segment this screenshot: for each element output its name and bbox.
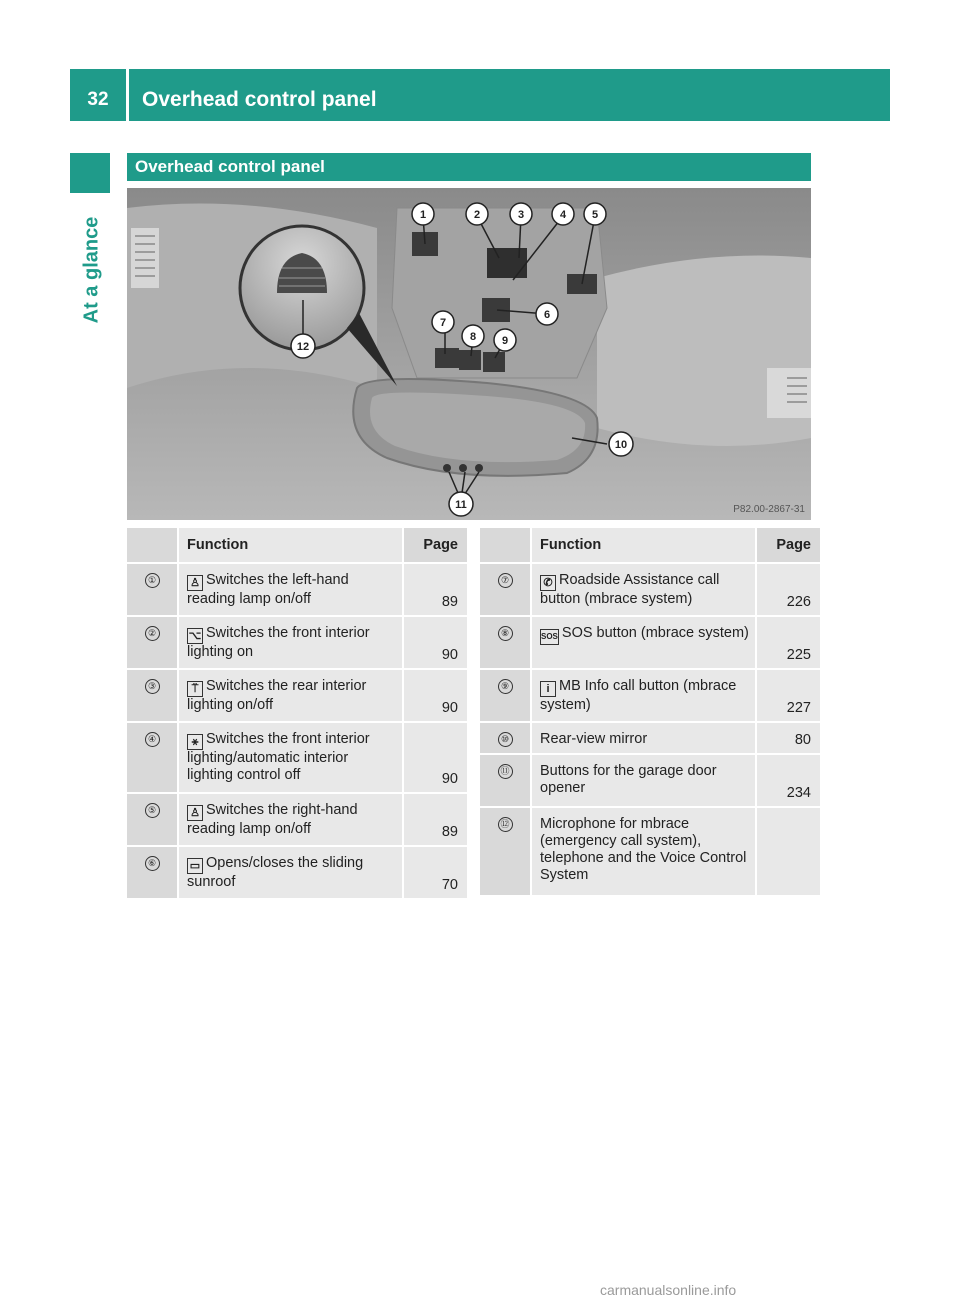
sunroof-icon: ▭ xyxy=(187,858,203,874)
page-ref: 234 xyxy=(756,754,820,807)
item-number: ⑥ xyxy=(145,856,160,871)
table-header xyxy=(127,528,467,563)
page-ref: 70 xyxy=(403,846,467,899)
section-title: Overhead control panel xyxy=(135,157,325,176)
header-page: Page xyxy=(756,528,820,563)
callout-label: 3 xyxy=(517,209,525,221)
page-ref: 80 xyxy=(756,722,820,754)
item-number: ⑧ xyxy=(498,626,513,641)
sos-icon: SOS xyxy=(540,629,559,645)
table-row xyxy=(480,754,820,807)
table-row xyxy=(480,669,820,722)
page-number: 32 xyxy=(87,89,109,110)
table-header xyxy=(480,528,820,563)
function-text: Buttons for the garage door opener xyxy=(540,763,717,796)
table-row xyxy=(127,793,467,846)
page-header xyxy=(70,69,890,121)
callout-label: 12 xyxy=(296,341,310,353)
header-cell xyxy=(127,528,178,563)
item-number: ⑨ xyxy=(498,679,513,694)
callout-label: 10 xyxy=(614,439,628,451)
callout-label: 1 xyxy=(419,209,427,221)
image-code: P82.00-2867-31 xyxy=(733,504,805,515)
table-row xyxy=(480,563,820,616)
callout-label: 8 xyxy=(469,331,477,343)
callout-label: 4 xyxy=(559,209,567,221)
lamp-icon: ♙ xyxy=(187,575,203,591)
page-ref: 227 xyxy=(756,669,820,722)
callout-label: 9 xyxy=(501,335,509,347)
rear-interior-light-icon: ⍡ xyxy=(187,681,203,697)
page-ref xyxy=(756,807,820,896)
item-number: ④ xyxy=(145,732,160,747)
header-page: Page xyxy=(403,528,467,563)
side-tab-label: At a glance xyxy=(80,216,103,324)
callout-label: 2 xyxy=(473,209,481,221)
page-ref: 90 xyxy=(403,669,467,722)
function-table-left xyxy=(127,528,467,900)
header-function: Function xyxy=(531,528,756,563)
function-text: Switches the front interior lighting/automatic interior lighting control off xyxy=(187,731,370,783)
table-row xyxy=(127,722,467,793)
lamp-icon: ♙ xyxy=(187,805,203,821)
function-text: Opens/closes the sliding sunroof xyxy=(187,855,364,890)
page-ref: 226 xyxy=(756,563,820,616)
function-text: Roadside Assistance call button (mbrace system) xyxy=(540,572,720,607)
item-number: ① xyxy=(145,573,160,588)
function-text: Rear-view mirror xyxy=(540,731,648,747)
header-function: Function xyxy=(178,528,403,563)
table-row xyxy=(127,616,467,669)
page-ref: 89 xyxy=(403,563,467,616)
table-row xyxy=(127,846,467,899)
overhead-panel-photo xyxy=(127,188,811,520)
side-tab xyxy=(72,200,112,340)
table-row xyxy=(127,669,467,722)
table-row xyxy=(480,722,820,754)
function-text: MB Info call button (mbrace system) xyxy=(540,678,737,713)
callout-label: 7 xyxy=(439,317,447,329)
function-text: Microphone for mbrace (emergency call system), telephone and the Voice Control System xyxy=(540,816,747,883)
item-number: ⑪ xyxy=(498,764,513,779)
page-ref: 90 xyxy=(403,616,467,669)
footer-watermark: carmanualsonline.info xyxy=(600,1282,737,1298)
page-ref: 225 xyxy=(756,616,820,669)
function-text: Switches the rear interior lighting on/off xyxy=(187,678,367,713)
section-title-bar xyxy=(127,153,811,181)
callout-label: 5 xyxy=(591,209,599,221)
callout-label: 6 xyxy=(543,309,551,321)
function-table-right xyxy=(480,528,820,897)
item-number: ③ xyxy=(145,679,160,694)
page-ref: 90 xyxy=(403,722,467,793)
function-text: SOS button (mbrace system) xyxy=(561,625,749,641)
callout-label: 11 xyxy=(455,499,467,511)
page-ref: 89 xyxy=(403,793,467,846)
roadside-assistance-icon: ✆ xyxy=(540,575,556,591)
item-number: ② xyxy=(145,626,160,641)
header-divider xyxy=(126,69,129,121)
item-number: ⑤ xyxy=(145,803,160,818)
function-text: Switches the left-hand reading lamp on/off xyxy=(187,572,349,607)
table-row xyxy=(480,807,820,896)
header-title: Overhead control panel xyxy=(142,88,377,111)
front-interior-light-icon: ⌥ xyxy=(188,630,202,642)
header-cell xyxy=(480,528,531,563)
side-tab-marker xyxy=(70,153,110,193)
auto-light-off-icon: ⚹ xyxy=(187,734,203,750)
table-row xyxy=(127,563,467,616)
item-number: ⑫ xyxy=(498,817,513,832)
function-text: Switches the front interior lighting on xyxy=(187,625,370,660)
item-number: ⑦ xyxy=(498,573,513,588)
info-call-icon: i xyxy=(540,681,556,697)
table-row xyxy=(480,616,820,669)
function-text: Switches the right-hand reading lamp on/off xyxy=(187,802,358,837)
item-number: ⑩ xyxy=(498,732,513,747)
